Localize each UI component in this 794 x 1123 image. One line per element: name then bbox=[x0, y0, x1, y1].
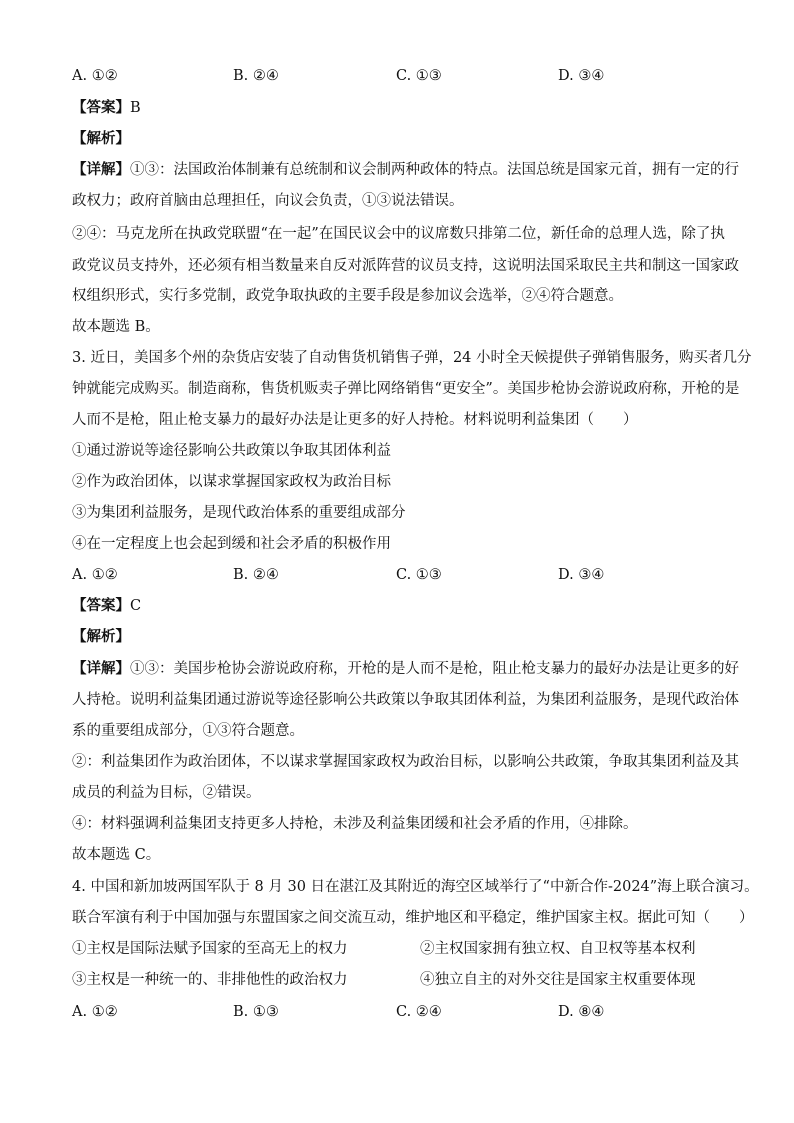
q2-option-c: C. ①③ bbox=[396, 68, 442, 84]
q4-statement-1: ①主权是国际法赋予国家的至高无上的权力 bbox=[72, 941, 348, 957]
detail-text: ①③：美国步枪协会游说政府称，开枪的是人而不是枪，阻止枪支暴力的最好办法是让更多的好 bbox=[130, 661, 739, 677]
q4-stem-line-1: 4. 中国和新加坡两国军队于 8 月 30 日在湛江及其附近的海空区域举行了“中新合作-2024”海上联合演习。 bbox=[72, 879, 759, 895]
q3-statement-1: ①通过游说等途径影响公共政策以争取其团体利益 bbox=[72, 443, 391, 459]
q4-option-b: B. ①③ bbox=[233, 1004, 279, 1020]
q2-detail-line-3: ②④：马克龙所在执政党联盟“在一起”在国民议会中的议席数只排第二位，新任命的总理人选，除了执 bbox=[72, 226, 725, 242]
detail-text: ①③：法国政治体制兼有总统制和议会制两种政体的特点。法国总统是国家元首，拥有一定的行 bbox=[130, 162, 739, 178]
q3-option-d: D. ③④ bbox=[558, 567, 605, 583]
q2-detail-line-5: 权组织形式，实行多党制，政党争取执政的主要手段是参加议会选举，②④符合题意。 bbox=[72, 288, 623, 304]
q4-statement-3: ③主权是一种统一的、非排他性的政治权力 bbox=[72, 972, 348, 988]
q2-option-b: B. ②④ bbox=[233, 68, 279, 84]
q2-option-d: D. ③④ bbox=[558, 68, 605, 84]
q4-statement-4: ④独立自主的对外交往是国家主权重要体现 bbox=[420, 972, 696, 988]
q2-detail-line-1 bbox=[72, 160, 739, 180]
q3-statement-3: ③为集团利益服务，是现代政治体系的重要组成部分 bbox=[72, 505, 406, 521]
detail-tag: 【详解】 bbox=[72, 161, 130, 178]
q3-detail-line-4: ②：利益集团作为政治团体，不以谋求掌握国家政权为政治目标，以影响公共政策，争取其集团利益及其 bbox=[72, 754, 739, 770]
q2-detail-line-2: 政权力；政府首脑由总理担任，向议会负责，①③说法错误。 bbox=[72, 193, 464, 209]
q2-answer bbox=[72, 98, 141, 118]
q2-option-a: A. ①② bbox=[72, 68, 118, 84]
q2-conclusion: 故本题选 B。 bbox=[72, 319, 160, 335]
q4-option-a: A. ①② bbox=[72, 1004, 118, 1020]
q3-stem-line-3: 人而不是枪，阻止枪支暴力的最好办法是让更多的好人持枪。材料说明利益集团（ ） bbox=[72, 412, 638, 428]
q4-option-c: C. ②④ bbox=[396, 1004, 442, 1020]
q3-statement-2: ②作为政治团体，以谋求掌握国家政权为政治目标 bbox=[72, 474, 391, 490]
q3-detail-line-5: 成员的利益为目标，②错误。 bbox=[72, 785, 261, 801]
q3-analysis-tag: 【解析】 bbox=[72, 628, 130, 645]
answer-tag: 【答案】 bbox=[72, 99, 130, 116]
q3-option-b: B. ②④ bbox=[233, 567, 279, 583]
q3-detail-line-1 bbox=[72, 659, 739, 679]
answer-value: B bbox=[130, 100, 141, 116]
q3-option-a: A. ①② bbox=[72, 567, 118, 583]
q3-detail-line-2: 人持枪。说明利益集团通过游说等途径影响公共政策以争取其团体利益，为集团利益服务，是现代政治体 bbox=[72, 692, 739, 708]
q4-option-d: D. ⑧④ bbox=[558, 1004, 605, 1020]
q3-conclusion: 故本题选 C。 bbox=[72, 847, 161, 863]
detail-tag: 【详解】 bbox=[72, 660, 130, 677]
q3-detail-line-6: ④：材料强调利益集团支持更多人持枪，未涉及利益集团缓和社会矛盾的作用，④排除。 bbox=[72, 816, 638, 832]
q3-stem-line-1: 3. 近日，美国多个州的杂货店安装了自动售货机销售子弹，24 小时全天候提供子弹销售服务，购买者几分 bbox=[72, 350, 752, 366]
q4-stem-line-2: 联合军演有利于中国加强与东盟国家之间交流互动，维护地区和平稳定，维护国家主权。据此可知（ ） bbox=[72, 910, 754, 926]
q3-answer bbox=[72, 596, 141, 616]
answer-tag: 【答案】 bbox=[72, 597, 130, 614]
answer-value: C bbox=[130, 598, 142, 614]
q3-detail-line-3: 系的重要组成部分，①③符合题意。 bbox=[72, 723, 304, 739]
q2-detail-line-4: 政党议员支持外，还必须有相当数量来自反对派阵营的议员支持，这说明法国采取民主共和制这一国家政 bbox=[72, 258, 739, 274]
q3-option-c: C. ①③ bbox=[396, 567, 442, 583]
q4-statement-2: ②主权国家拥有独立权、自卫权等基本权利 bbox=[420, 941, 696, 957]
q3-statement-4: ④在一定程度上也会起到缓和社会矛盾的积极作用 bbox=[72, 536, 391, 552]
q2-analysis-tag: 【解析】 bbox=[72, 130, 130, 147]
q3-stem-line-2: 钟就能完成购买。制造商称，售货机贩卖子弹比网络销售“更安全”。美国步枪协会游说政府称，开枪的是 bbox=[72, 381, 740, 397]
